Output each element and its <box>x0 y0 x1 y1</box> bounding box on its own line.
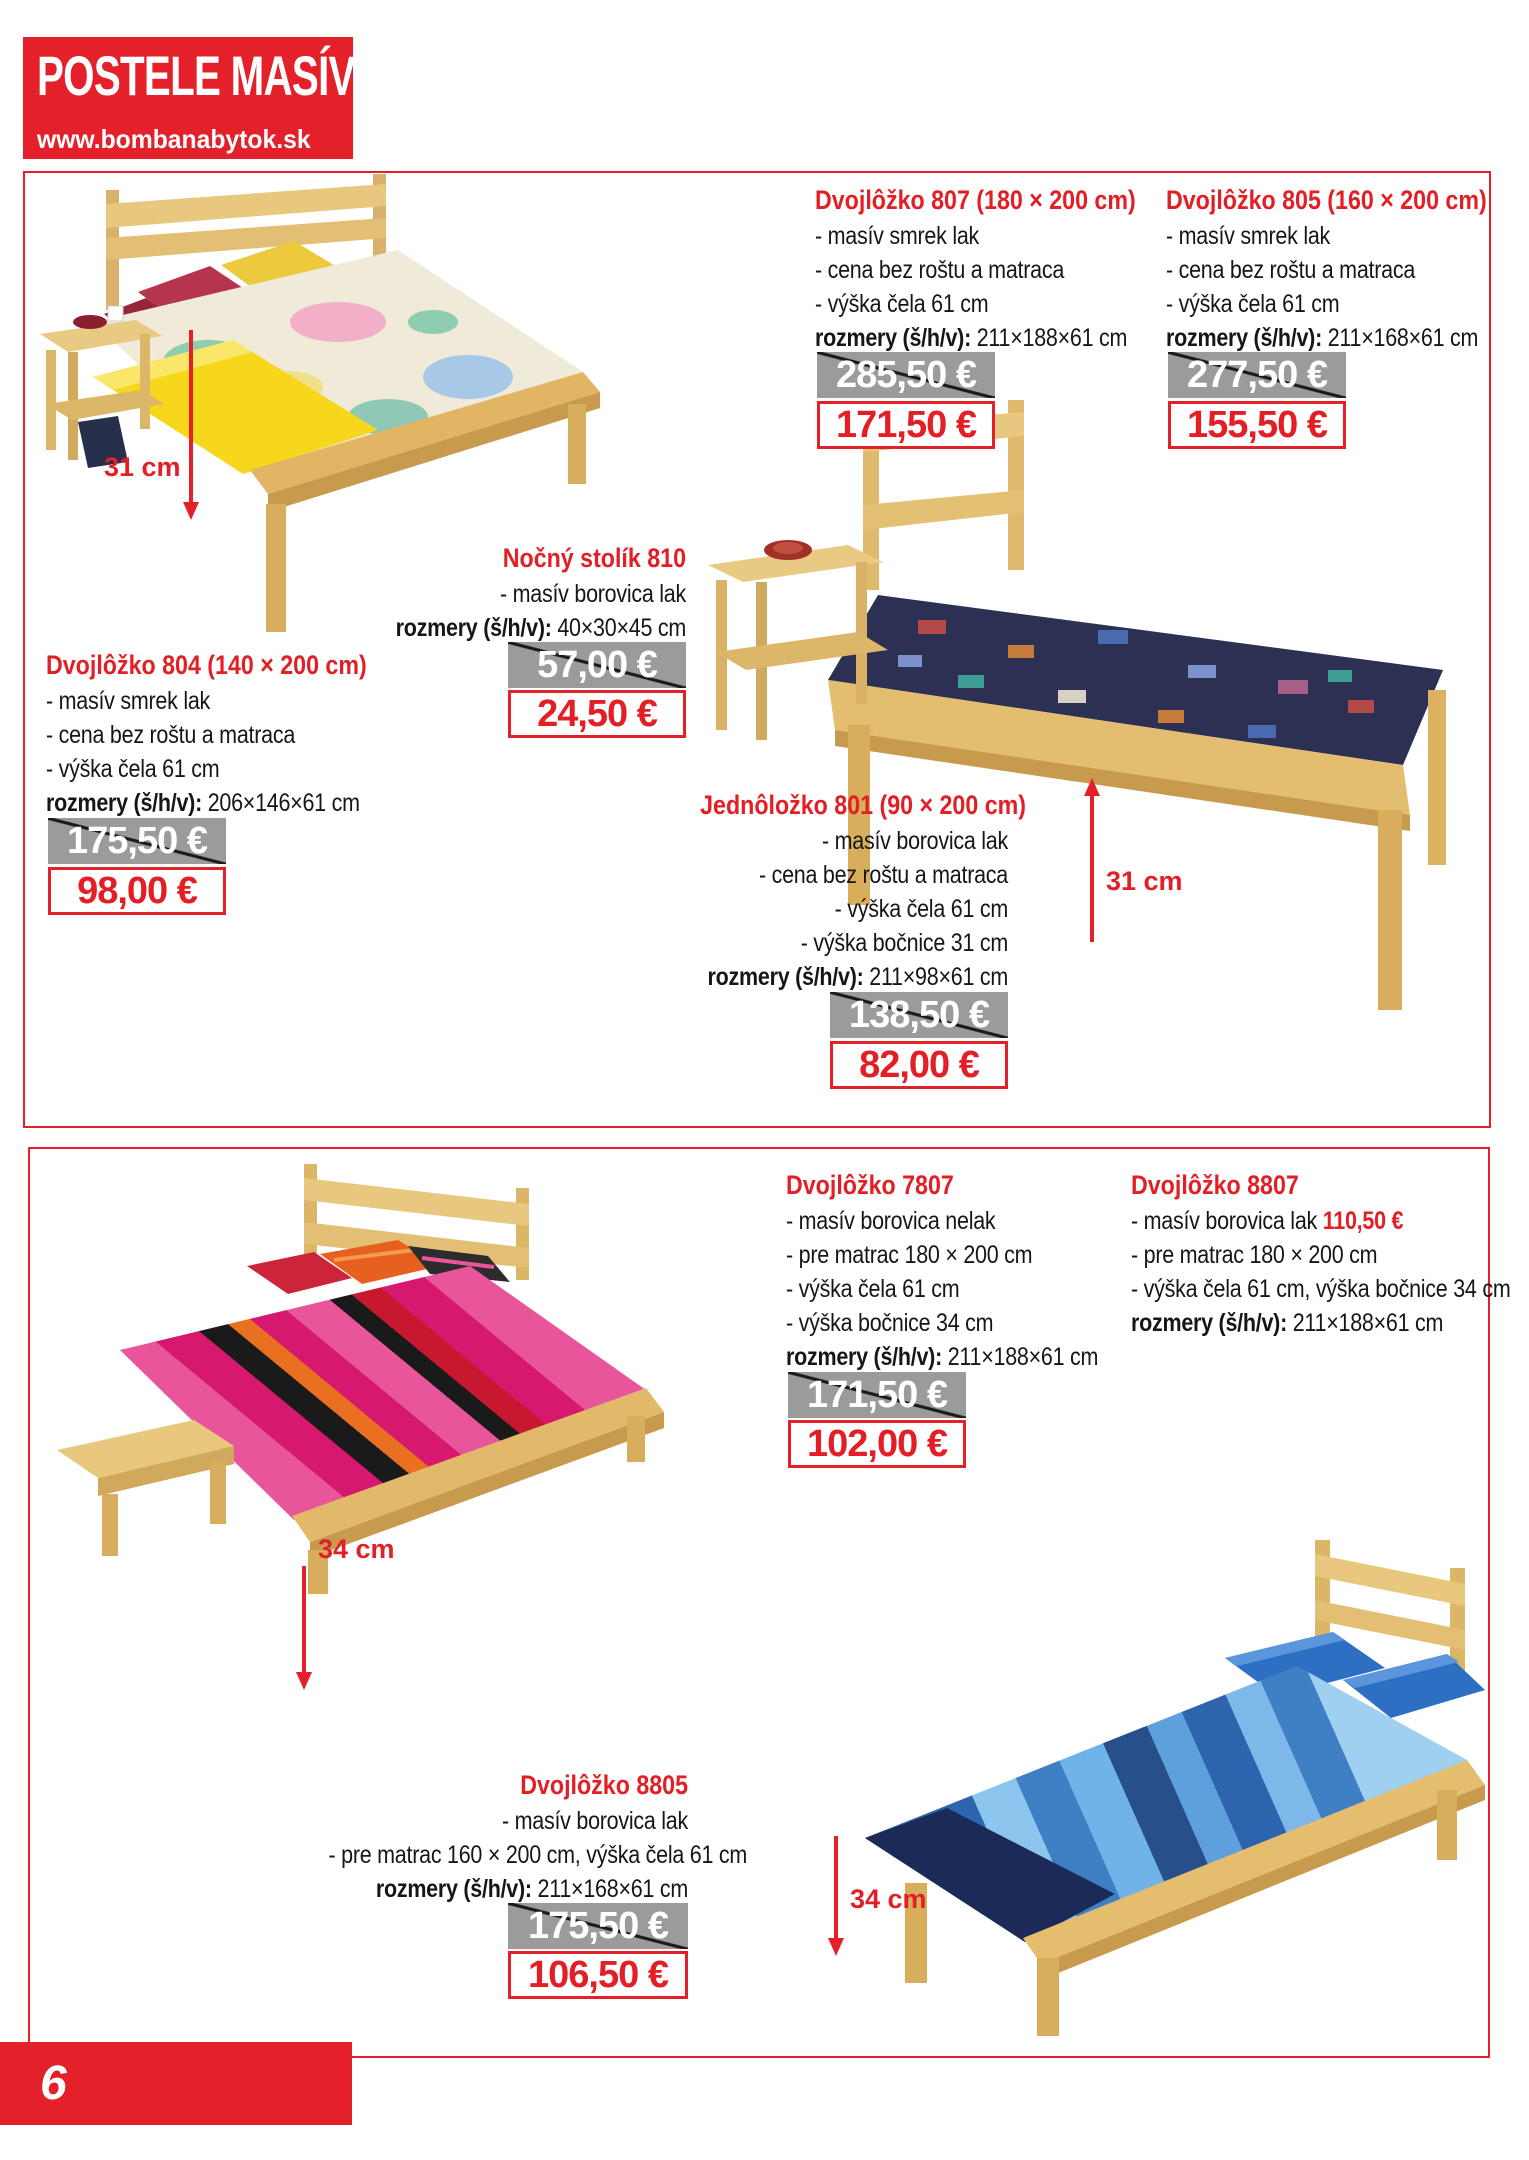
product-card-807 <box>815 183 1155 356</box>
product-feature: - výška čela 61 cm <box>46 755 220 783</box>
price-old: 285,50 € <box>817 352 995 398</box>
brand-header <box>23 37 353 159</box>
product-card-801 <box>650 788 1027 995</box>
product-dimensions: rozmery (š/h/v): 211×188×61 cm <box>815 324 1128 352</box>
product-title: Jednôložko 801 (90 × 200 cm) <box>700 790 1027 820</box>
price-new: 171,50 € <box>817 401 995 449</box>
product-feature: - pre matrac 180 × 200 cm <box>1131 1241 1378 1269</box>
product-card-8807 <box>1131 1168 1511 1341</box>
arrow-down-icon <box>828 1836 844 1956</box>
product-feature: - cena bez roštu a matraca <box>758 861 1008 889</box>
product-card-804 <box>46 648 386 821</box>
product-card-8805 <box>270 1768 748 1907</box>
product-dimensions: rozmery (š/h/v): 211×98×61 cm <box>707 963 1008 991</box>
price-old: 57,00 € <box>508 642 686 688</box>
price-new: 102,00 € <box>788 1420 966 1468</box>
brand-website: www.bombanabytok.sk <box>37 124 311 154</box>
inline-price: 110,50 € <box>1322 1207 1404 1235</box>
bed-photo-double-blue <box>685 1538 1485 2058</box>
product-feature: - výška bočnice 34 cm <box>786 1309 994 1337</box>
product-feature: - masív borovica lak <box>821 827 1008 855</box>
arrow-down-icon <box>183 330 199 520</box>
product-dimensions: rozmery (š/h/v): 206×146×61 cm <box>46 789 360 817</box>
product-feature: - masív borovica lak <box>501 1807 688 1835</box>
arrow-up-icon <box>1084 778 1100 942</box>
price-old: 175,50 € <box>508 1903 688 1949</box>
product-card-810 <box>336 541 686 646</box>
product-card-805 <box>1166 183 1506 356</box>
product-feature: - cena bez roštu a matraca <box>46 721 296 749</box>
price-old: 138,50 € <box>830 992 1008 1038</box>
product-title: Dvojlôžko 7807 <box>786 1170 954 1200</box>
product-feature: - masív borovica lak <box>499 580 686 608</box>
product-card-7807 <box>786 1168 1146 1375</box>
product-feature: - výška čela 61 cm <box>815 290 989 318</box>
product-feature: - výška čela 61 cm <box>1166 290 1340 318</box>
product-feature: - masív smrek lak <box>1166 222 1331 250</box>
dimension-label-801: 31 cm <box>1106 866 1183 896</box>
product-feature: - masív borovica lak 110,50 € <box>1131 1207 1404 1235</box>
product-dimensions: rozmery (š/h/v): 211×168×61 cm <box>375 1875 688 1903</box>
bench <box>57 1420 234 1556</box>
product-title: Dvojlôžko 8805 <box>520 1770 688 1800</box>
bed-photo-double-pink <box>42 1158 682 1598</box>
product-title: Dvojlôžko 805 (160 × 200 cm) <box>1166 185 1487 215</box>
price-old: 171,50 € <box>788 1372 966 1418</box>
product-feature: - masív borovica nelak <box>786 1207 996 1235</box>
price-new: 155,50 € <box>1168 401 1346 449</box>
product-feature: - cena bez roštu a matraca <box>1166 256 1416 284</box>
product-feature: - pre matrac 180 × 200 cm <box>786 1241 1033 1269</box>
product-dimensions: rozmery (š/h/v): 211×188×61 cm <box>1131 1309 1444 1337</box>
product-title: Dvojlôžko 8807 <box>1131 1170 1299 1200</box>
footer-bar <box>0 2042 352 2125</box>
product-dimensions: rozmery (š/h/v): 211×188×61 cm <box>786 1343 1099 1371</box>
product-feature: - pre matrac 160 × 200 cm, výška čela 61 cm <box>328 1841 748 1869</box>
product-feature: - masív smrek lak <box>815 222 980 250</box>
product-dimensions: rozmery (š/h/v): 211×168×61 cm <box>1166 324 1479 352</box>
dimension-label-8805: 34 cm <box>850 1884 927 1914</box>
page-number: 6 <box>40 2057 67 2110</box>
dimension-label-804: 31 cm <box>104 452 181 482</box>
price-old: 175,50 € <box>48 818 226 864</box>
price-old: 277,50 € <box>1168 352 1346 398</box>
arrow-down-icon <box>296 1566 312 1690</box>
price-new: 24,50 € <box>508 690 686 738</box>
nightstand-1 <box>40 306 164 468</box>
page-title: POSTELE MASÍV <box>37 44 355 107</box>
product-feature: - cena bez roštu a matraca <box>815 256 1065 284</box>
product-dimensions: rozmery (š/h/v): 40×30×45 cm <box>395 614 686 642</box>
dimension-label-7807: 34 cm <box>318 1534 395 1564</box>
product-feature: - výška čela 61 cm <box>834 895 1008 923</box>
product-title: Dvojlôžko 804 (140 × 200 cm) <box>46 650 367 680</box>
product-feature: - masív smrek lak <box>46 687 211 715</box>
product-title: Dvojlôžko 807 (180 × 200 cm) <box>815 185 1136 215</box>
price-new: 106,50 € <box>508 1951 688 1999</box>
product-title: Nočný stolík 810 <box>502 543 686 573</box>
product-feature: - výška bočnice 31 cm <box>800 929 1008 957</box>
product-feature: - výška čela 61 cm, výška bočnice 34 cm <box>1131 1275 1511 1303</box>
product-feature: - výška čela 61 cm <box>786 1275 960 1303</box>
price-new: 98,00 € <box>48 867 226 915</box>
price-new: 82,00 € <box>830 1041 1008 1089</box>
